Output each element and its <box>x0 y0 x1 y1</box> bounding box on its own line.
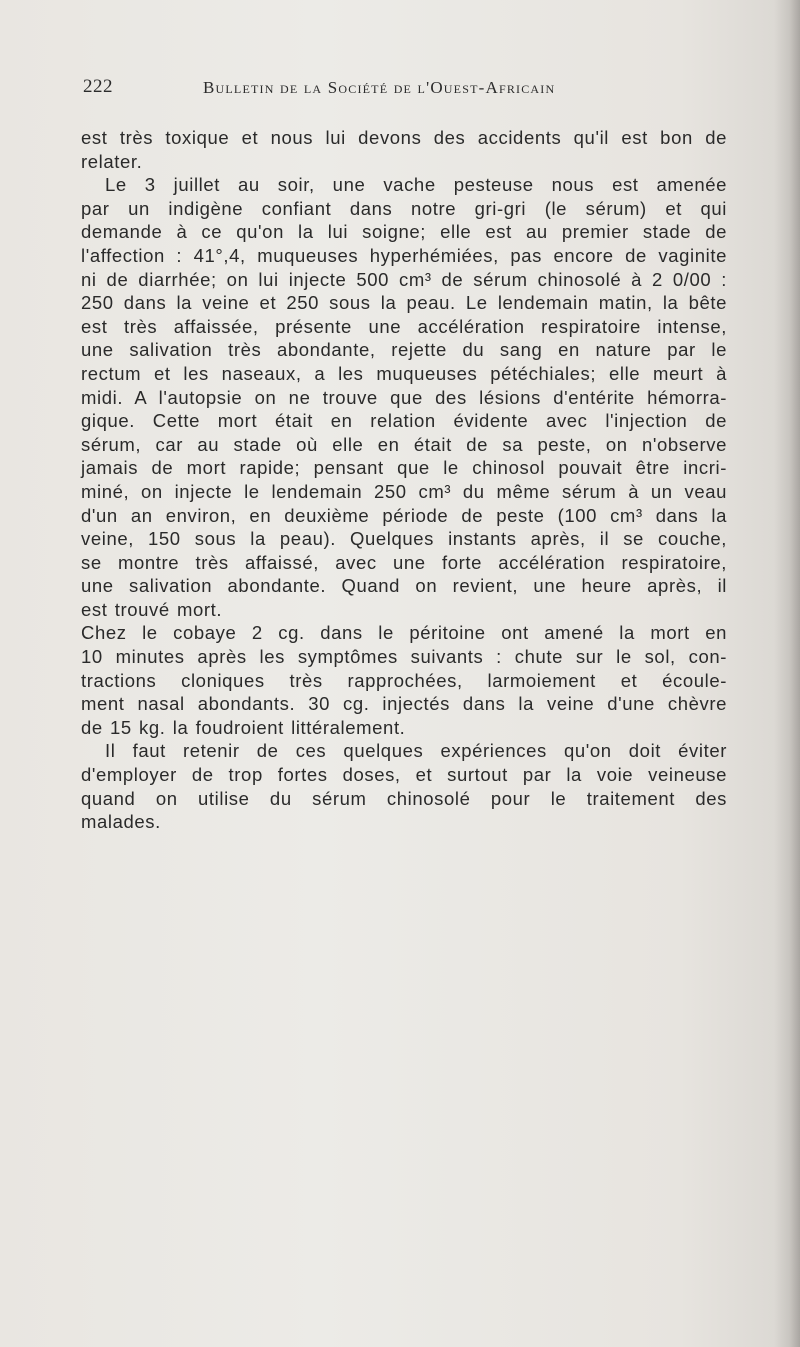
running-header <box>83 76 613 104</box>
text-line: Chez le cobaye 2 cg. dans le péritoine ont amené la mort en <box>81 622 727 644</box>
text-line: une salivation abondante. Quand on revient, une heure après, il <box>81 575 727 597</box>
text-line: sérum, car au stade où elle en était de sa peste, on n'observe <box>81 433 727 455</box>
text-line: rectum et les naseaux, a les muqueuses pétéchiales; elle meurt à <box>81 362 727 384</box>
text-line: jamais de mort rapide; pensant que le chinosol pouvait être incri- <box>81 457 727 479</box>
text-line: une salivation très abondante, rejette du sang en nature par le <box>81 339 727 361</box>
text-line: d'un an environ, en deuxième période de peste (100 cm³ dans la <box>81 504 727 526</box>
text-line: est très affaissée, présente une accélération respiratoire intense, <box>81 315 727 337</box>
text-line: miné, on injecte le lendemain 250 cm³ du même sérum à un veau <box>81 480 727 502</box>
paragraph <box>81 739 727 833</box>
body-text <box>81 126 727 834</box>
text-line: relater. <box>81 150 143 172</box>
text-line: d'employer de trop fortes doses, et surtout par la voie veineuse <box>81 764 727 786</box>
text-line: Il faut retenir de ces quelques expériences qu'on doit éviter <box>105 740 727 762</box>
text-line: par un indigène confiant dans notre gri-gri (le sérum) et qui <box>81 197 727 219</box>
text-line: demande à ce qu'on la lui soigne; elle est au premier stade de <box>81 221 727 243</box>
text-line: malades. <box>81 811 161 833</box>
text-line: midi. A l'autopsie on ne trouve que des lésions d'entérite hémorra- <box>81 386 727 408</box>
text-line: ment nasal abondants. 30 cg. injectés dans la veine d'une chèvre <box>81 693 727 715</box>
running-title: Bulletin de la Société de l'Ouest-Africain <box>203 78 556 97</box>
page-number: 222 <box>83 76 113 97</box>
paragraph <box>81 173 727 621</box>
paragraph <box>81 621 727 739</box>
text-line: ni de diarrhée; on lui injecte 500 cm³ de sérum chinosolé à 2 0/00 : <box>81 268 727 290</box>
page-edge-shadow <box>774 0 800 1347</box>
text-line: 10 minutes après les symptômes suivants : chute sur le sol, con- <box>81 646 727 668</box>
text-line: est trouvé mort. <box>81 598 223 620</box>
text-line: quand on utilise du sérum chinosolé pour le traitement des <box>81 787 727 809</box>
text-line: se montre très affaissé, avec une forte accélération respiratoire, <box>81 551 727 573</box>
text-line: tractions cloniques très rapprochées, larmoiement et écoule- <box>81 669 727 691</box>
text-line: Le 3 juillet au soir, une vache pesteuse nous est amenée <box>105 174 727 196</box>
text-line: veine, 150 sous la peau). Quelques instants après, il se couche, <box>81 528 727 550</box>
paragraph <box>81 126 727 173</box>
text-line: 250 dans la veine et 250 sous la peau. Le lendemain matin, la bête <box>81 292 727 314</box>
text-line: est très toxique et nous lui devons des accidents qu'il est bon de <box>81 127 727 148</box>
text-line: gique. Cette mort était en relation évidente avec l'injection de <box>81 410 727 432</box>
text-line: de 15 kg. la foudroient littéralement. <box>81 716 406 738</box>
text-line: l'affection : 41°,4, muqueuses hyperhémiées, pas encore de vaginite <box>81 244 727 266</box>
